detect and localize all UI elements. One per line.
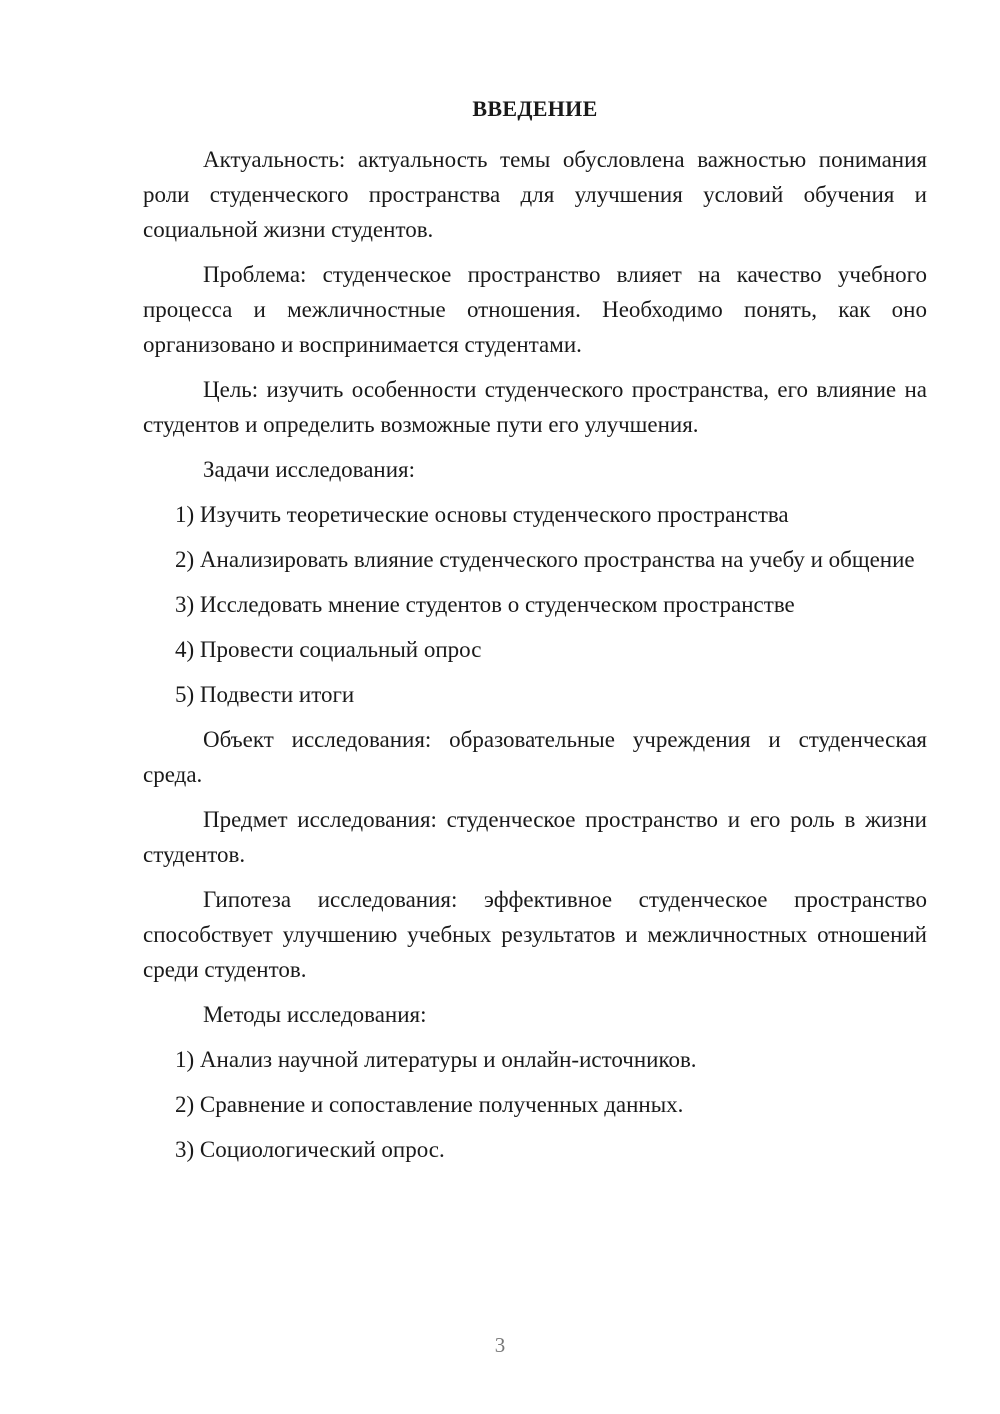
relevance-paragraph: Актуальность: актуальность темы обусловлена важностью понимания роли студенческого пространства для улучшения условий обучения и социальной жизни студентов. — [143, 147, 927, 242]
document-body — [143, 142, 927, 1177]
page-number: 3 — [494, 1333, 506, 1357]
task-item: 4) Провести социальный опрос — [175, 637, 482, 662]
method-item: 3) Социологический опрос. — [175, 1137, 445, 1162]
task-item: 3) Исследовать мнение студентов о студенческом пространстве — [175, 592, 795, 617]
object-paragraph: Объект исследования: образовательные учреждения и студенческая среда. — [143, 727, 927, 787]
hypothesis-paragraph: Гипотеза исследования: эффективное студенческое пространство способствует улучшению учебных результатов и межличностных отношений среди студентов. — [143, 887, 927, 982]
task-item: 1) Изучить теоретические основы студенческого пространства — [175, 502, 789, 527]
subject-paragraph: Предмет исследования: студенческое пространство и его роль в жизни студентов. — [143, 807, 927, 867]
goal-paragraph: Цель: изучить особенности студенческого пространства, его влияние на студентов и определить возможные пути его улучшения. — [143, 377, 927, 437]
page-title: ВВЕДЕНИЕ — [472, 96, 598, 121]
problem-paragraph: Проблема: студенческое пространство влияет на качество учебного процесса и межличностные отношения. Необходимо понять, как оно организовано и воспринимается студентами. — [143, 262, 927, 357]
method-item: 2) Сравнение и сопоставление полученных данных. — [175, 1092, 684, 1117]
tasks-heading: Задачи исследования: — [203, 457, 416, 482]
task-item: 5) Подвести итоги — [175, 682, 355, 707]
methods-heading: Методы исследования: — [203, 1002, 427, 1027]
task-item: 2) Анализировать влияние студенческого пространства на учебу и общение — [175, 547, 915, 572]
method-item: 1) Анализ научной литературы и онлайн-источников. — [175, 1047, 697, 1072]
